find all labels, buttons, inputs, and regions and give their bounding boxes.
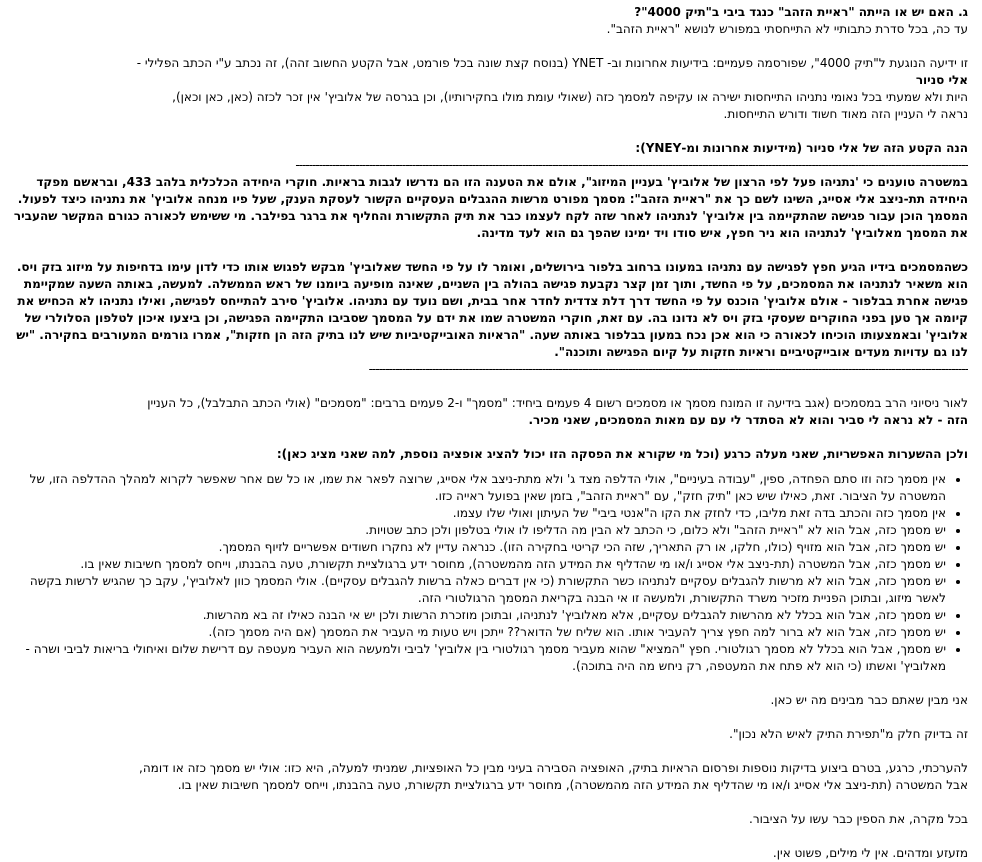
list-item: • יש מסמך כזה, אבל הוא לא "ראיית הזהב" ולא כלום, כי הכתב לא הבין מה הדליפו לו אולי בטלפון ולכן כתב שטויות. (10, 522, 946, 539)
quote-paragraph-2: כשהמסמכים בידיו הגיע חפץ לפגישה עם נתניהו במעונו ברחוב בלפור בירושלים, ואומר לו על פי החשד שאלוביץ' מבקש לפגוש אותו כדי לדון עימו בדחיפות על מיזוג בזק ויס. הוא משאיר לנתניהו את המסמכים, על פי החשד, ותוך זמן קצר נקבעת פגישה בהולה בין השניים, שאינה מופיעה ביומנו של ראש הממשלה. למעשה, באותה השעה שמקיימת פגישה אחרת בבלפור - אולם אלוביץ' הוכנס על פי החשד דרך דלת צדדית לחדר אחר בבית, ושם נועד עם נתניהו. אלוביץ' סירב להתייחס לפגישה, ואילו נתניהו לא הכחיש את קיומה אך טען בפני החוקרים שעסקי בזק ויס לא נדונו בה. עם זאת, חוקרי המשטרה שמו את ידם על המסמך שסביבו התקיימה הפגישה, וכן ביצעו איכון לטלפון הסלולרי של אלוביץ' ובאמצעותו הוכיחו לכאורה כי הוא אכן נכח במעון בבלפור באותה שעה. "הראיות האובייקטיביות שיש לנו בתיק הזה הן חזקות", אמרו גורמים המעורבים בחקירה. "יש לנו גם עדויות מעדים אובייקטיביים וראיות חזקות על קיום הפגישה ותוכנה". (16, 260, 968, 359)
intro-line2: היות ולא שמעתי בכל נאומי נתניהו התייחסות ישירה או עקיפה למסמך כזה (שאולי עומת מולו בחקירותיו), וכן בגרסה של אלוביץ' אין זכר לכזה (כאן, כאן וכאן), (172, 90, 968, 104)
analysis-line2: הזה - לא נראה לי סביר והוא לא הסתדר לי עם עם מאות המסמכים, שאני מכיר. (528, 413, 968, 427)
closing-line-3b: אבל המשטרה (תת-ניצב אלי אסייג ו/או מי שהדליף את המידע הזה מהמשטרה), מחוסר ידע ברגולציית תקשורת, טעה בהבנתו, וייחס למסמך חשיבות שאין בו. (177, 778, 968, 792)
intro-author: אלי סניור (915, 73, 968, 87)
list-item: • יש מסמך, אבל הוא בכלל לא מסמך רגולטורי. חפץ "המציא" שהוא מעביר מסמך רגולטורי בין אלוביץ' לביבי ולמעשה הוא העביר מעטפה עם דרישת שלום ואיחולי בריאות לביבי ושרה - מאלוביץ' ואשתו (כי הוא לא פתח את המעטפה, רק ניחש מה היה בתוכה). (10, 641, 946, 675)
intro-line1: זו ידיעה הנוגעת ל"תיק 4000", שפורסמה פעמיים: בידיעות אחרונות וב- YNET (בנוסח קצת שונה בכל פורמט, אבל הקטע החשוב זהה), זה נכתב ע"י הכתב הפלילי - (136, 56, 968, 70)
analysis-line1: לאור ניסיוני הרב במסמכים (אגב בידיעה זו המונח מסמך או מסמכים רשום 4 פעמים ביחיד: "מסמך" ו-2 פעמים ברבים: "מסמכים" (אולי הכתב התבלבל), כל העניין (147, 396, 968, 410)
list-item: • יש מסמך כזה, אבל הוא לא ברור למה חפץ צריך להעביר אותו. הוא שליח של הדואר?? ייתכן ויש טעות מי העביר את המסמך (אם היה מסמך כזה). (10, 624, 946, 641)
list-item: • יש מסמך כזה, אבל הוא בכלל לא מהרשות להגבלים עסקיים, אלא מאלוביץ' לנתניהו, ובתוכן מוזכרת הרשות ולכן יש אי הבנה כאילו זה בא מהרשות. (10, 607, 946, 624)
separator-bottom: ------------------------------------------------------------------------------------------------------------------------------------------------------------------------------------ (368, 362, 968, 376)
list-item: • יש מסמך כזה, אבל הוא לא מרשות להגבלים עסקיים לנתניהו כשר התקשורת (כי אין דברים כאלה ברשות להגבלים עסקיים). אולי המסמך כוון לאלוביץ', עקב כך שהגיש לרשות בקשה לאשר מיזוג, ובתוכן הפניית מזכיר משרד התקשורת, ולמעשה זו אי הבנה בקריאת המסמך הרגולטורי הזה. (10, 573, 946, 607)
list-item: • יש מסמך כזה, אבל הוא מזויף (כולו, חלקו, או רק התאריך, שזה הכי קריטי בחקירה הזו). כנראה עדיין לא נחקרו חשודים אפשריים לזיוף המסמך. (10, 539, 946, 556)
intro-line3: נראה לי העניין הזה מאוד חשוד ודורש התייחסות. (723, 107, 968, 121)
list-item: • אין מסמך כזה וזו סתם הפחדה, ספין, "עבודה בעיניים", אולי הדלפה מצד ג' ולא מתת-ניצב אלי אסייג, שרוצה לפאר את שמו, או כל שם אחר שאפשר לקרוא למהלך ההדלפה הזו, של המשטרה על הציבור. זאת, כאילו שיש כאן "תיק חזק", עם "ראיית הזהב", בזמן שאין בפועל ראייה כזו. (10, 471, 946, 505)
list-item: • אין מסמך כזה והכתב בדה זאת מליבו, כדי לחזק את הקו ה"אנטי ביבי" של העיתון ואולי שלו עצמו. (10, 505, 946, 522)
list-item: • יש מסמך כזה, אבל המשטרה (תת-ניצב אלי אסייג ו/או מי שהדליף את המידע הזה מהמשטרה), מחוסר ידע ברגולציית תקשורת, טעה בהבנתו, וייחס למסמך חשיבות שאין בו. (10, 556, 946, 573)
hypotheses-list (10, 471, 968, 675)
question-title: ג. האם יש או הייתה "ראיית הזהב" כנגד ביבי ב"תיק 4000"? (634, 5, 968, 19)
separator-top: ---------------------------------------------------------------------------------------------------------------------------------------------------------------------------------------------------------- (295, 158, 968, 172)
closing-line-4: בכל מקרה, את הספין כבר עשו על הציבור. (749, 812, 968, 826)
closing-line-5: מזעזע ומדהים. אין לי מילים, פשוט אין. (772, 846, 968, 860)
closing-line-3a: להערכתי, כרגע, בטרם ביצוע בדיקות נוספות ופרסום הראיות בתיק, האופציה הסבירה בעיני מבין כל האופציות, שמניתי למעלה, היא כזו: אולי יש מסמך כזה או דומה, (139, 761, 968, 775)
closing-line-2: זה בדיוק חלק מ"תפירת התיק לאיש הלא נכון". (729, 727, 968, 741)
hypotheses-header: ולכן ההשערות האפשריות, שאני מעלה כרגע (וכל מי שקורא את הפסקה הזו יכול להציג אופציה נוספת, למה שאני מציג כאן): (276, 447, 968, 461)
quote-header: הנה הקטע הזה של אלי סניור (מידיעות אחרונות ומ-YNEY): (635, 141, 968, 155)
closing-line-1: אני מבין שאתם כבר מבינים מה יש כאן. (770, 693, 968, 707)
question-subtitle: עד כה, בכל סדרת כתבותיי לא התייחסתי במפורש לנושא "ראיית הזהב". (606, 22, 968, 36)
quote-paragraph-1: במשטרה טוענים כי 'נתניהו פעל לפי הרצון של אלוביץ' בעניין המיזוג", אולם את הטענה הזו הם נדרשו לגבות בראיות. חוקרי היחידה הכלכלית בלהב 433, ובראשם מפקד היחידה תת-ניצב אלי אסייג, השיגו לשם כך את "ראיית הזהב": מסמך מפורט מרשות ההגבלים העסקיים הקשור לעסקת הענק, שעל פיו מנחה אלוביץ' את נתניהו כיצד לפעול. המסמך הוכן עבור פגישה שהתקיימה בין אלוביץ' לנתניהו לאחר שזה לקח לעצמו כבר את תיק התקשורת והחליף את ברגר בפילבר. מי ששימש לכאורה כגורם המקשר שהעביר את המסמך מאלוביץ' לנתניהו הוא ניר חפץ, איש סודו ויד ימינו שהפך גם הוא לעד מדינה. (13, 175, 968, 240)
